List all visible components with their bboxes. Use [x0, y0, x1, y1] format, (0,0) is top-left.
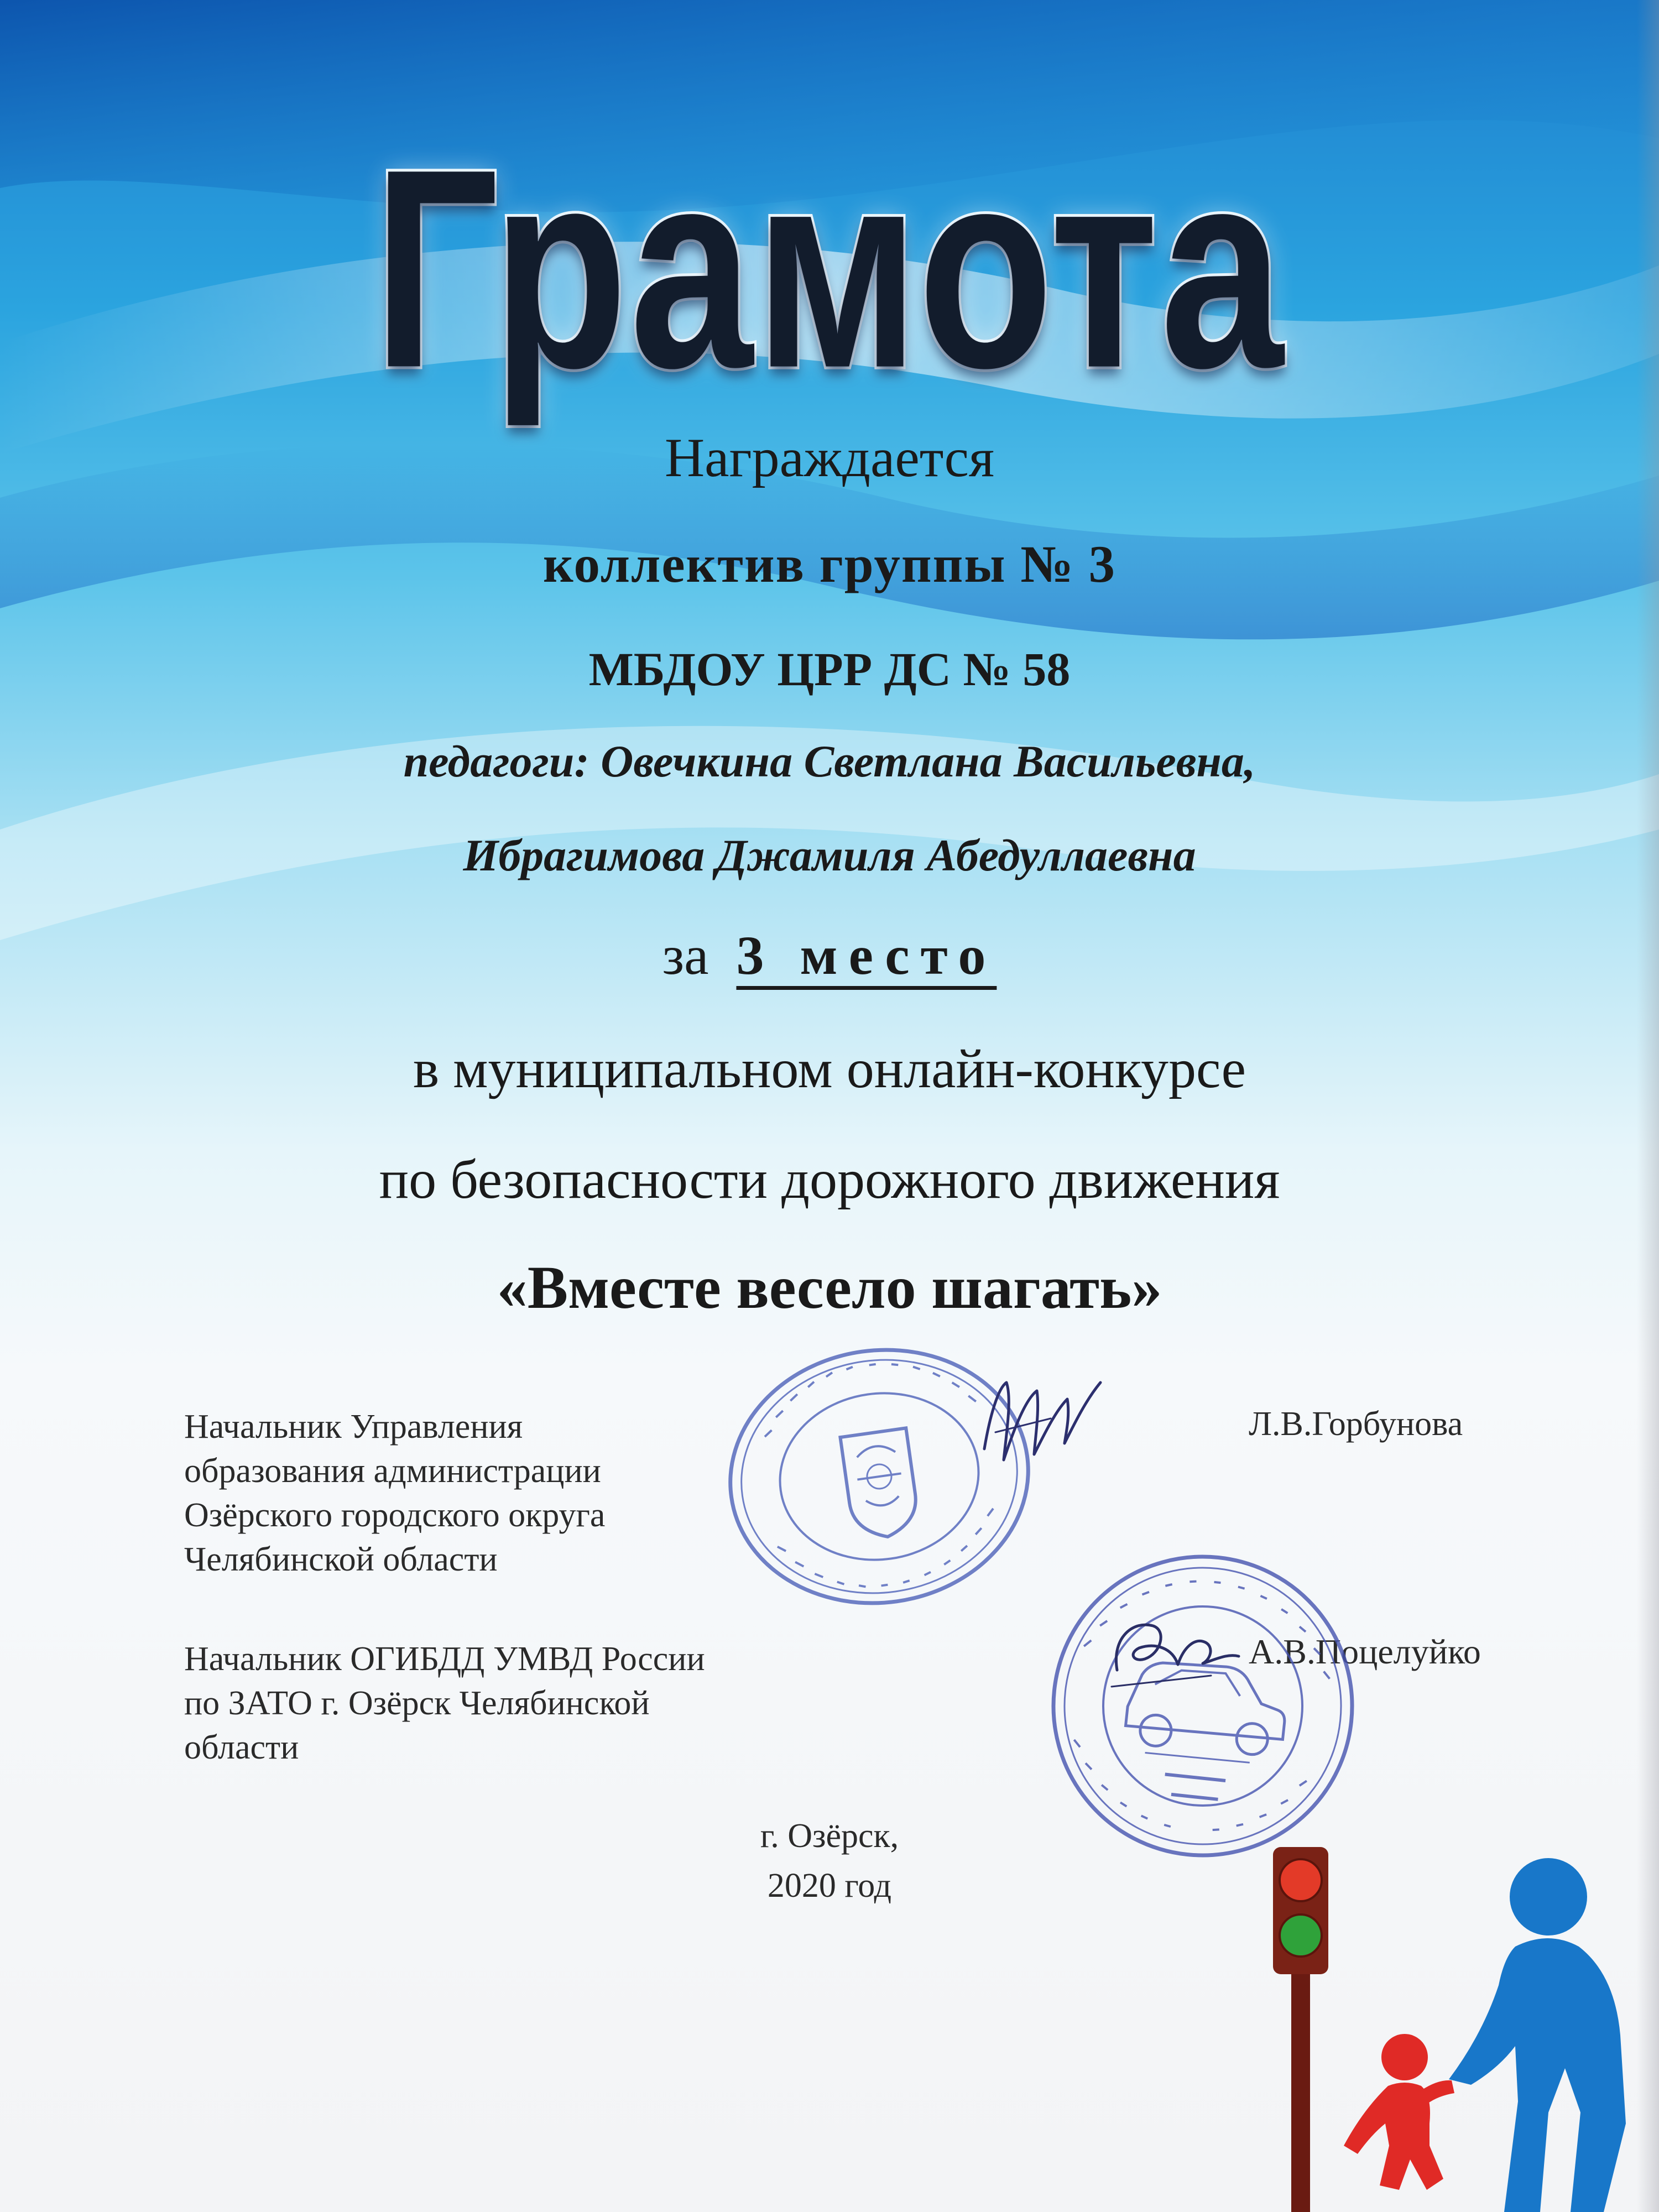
signatory-1-position-line: образования администрации: [184, 1452, 601, 1490]
signatory-2-position: [184, 1637, 792, 1770]
signatory-1-position-line: Челябинской области: [184, 1541, 498, 1578]
contest-line-1: в муниципальном онлайн-конкурсе: [413, 1038, 1246, 1099]
signatory-2-name: А.В.Поцелуйко: [1249, 1632, 1481, 1671]
signatory-1-position-line: Начальник Управления: [184, 1408, 523, 1446]
signatory-2-position-line: области: [184, 1729, 299, 1766]
child-pedestrian-icon: [1344, 2034, 1454, 2190]
signatory-2-position-line: Начальник ОГИБДД УМВД России: [184, 1640, 705, 1678]
signature-2: [1100, 1604, 1244, 1703]
teachers-line-2: Ибрагимова Джамиля Абедуллаевна: [463, 830, 1196, 880]
place-line: [0, 924, 1659, 987]
signatory-2-position-line: по ЗАТО г. Озёрск Челябинской: [184, 1684, 650, 1722]
place-prefix: за: [662, 925, 709, 986]
adult-pedestrian-icon: [1449, 1858, 1626, 2212]
signatory-1-position-line: Озёрского городского округа: [184, 1496, 606, 1534]
place-value: 3 место: [736, 925, 997, 986]
signature-1: [973, 1366, 1106, 1477]
year: 2020 год: [767, 1867, 892, 1905]
signatory-1-position: [184, 1405, 737, 1582]
school-name: МБДОУ ЦРР ДС № 58: [588, 643, 1071, 696]
contest-name: «Вместе весело шагать»: [497, 1254, 1162, 1321]
traffic-light-icon: [1273, 1847, 1328, 2212]
traffic-light-pedestrians-illustration: [1239, 1836, 1659, 2212]
recipient-name: коллектив группы № 3: [542, 535, 1116, 593]
contest-line-2: по безопасности дорожного движения: [379, 1149, 1280, 1210]
city: г. Озёрск,: [760, 1817, 899, 1855]
teachers-line-1: педагоги: Овечкина Светлана Васильевна,: [403, 736, 1256, 786]
signatory-1-name: Л.В.Горбунова: [1249, 1405, 1463, 1443]
awarded-label: Награждается: [664, 427, 995, 488]
certificate-title: Грамота: [373, 110, 1286, 427]
